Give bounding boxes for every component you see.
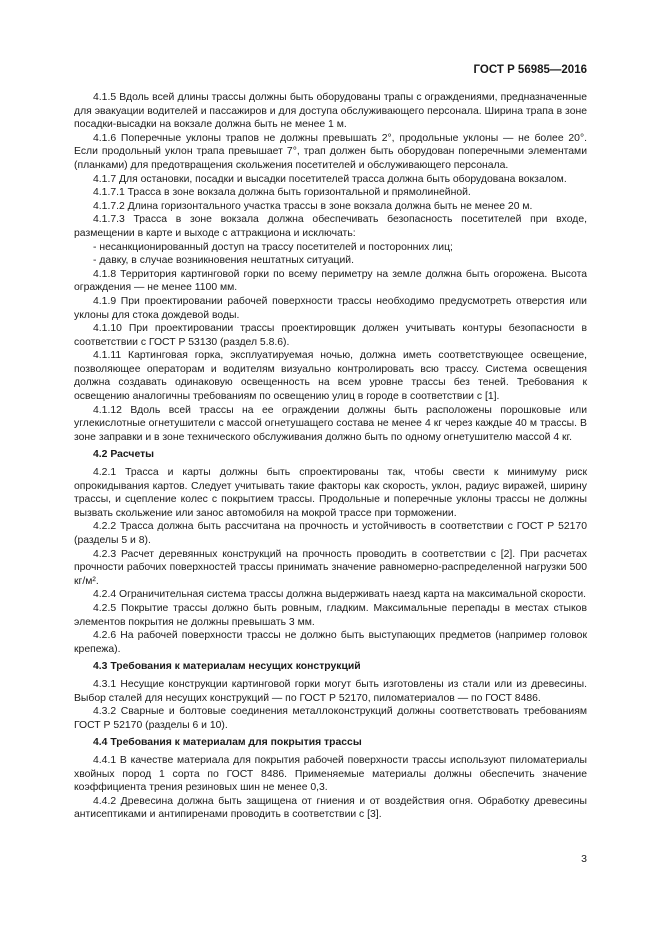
paragraph-4-3-2: 4.3.2 Сварные и болтовые соединения металлоконструкций должны соответствовать требованиям ГОСТ Р 52170 (разделы 6 и 10). [74, 706, 587, 731]
paragraph-4-1-6: 4.1.6 Поперечные уклоны трапов не должны превышать 2°, продольные уклоны — не более 20°. Если продольный уклон трапа превышает 7°, трап должен быть оборудован поперечными элементами (планками) для предотвращения скольжения посетителей и обслуживающего персонала. [74, 132, 587, 171]
paragraph-4-1-10: 4.1.10 При проектировании трассы проектировщик должен учитывать контуры безопасности в соответствии с ГОСТ Р 53130 (раздел 5.8.6). [74, 323, 587, 348]
paragraph-4-1-7: 4.1.7 Для остановки, посадки и высадки посетителей трасса должна быть оборудована вокзалом. [93, 173, 567, 185]
section-heading-4-4: 4.4 Требования к материалам для покрытия трассы [93, 737, 362, 749]
paragraph-4-1-9: 4.1.9 При проектировании рабочей поверхности трассы необходимо предусмотреть отверстия или уклоны для стока дождевой воды. [74, 295, 587, 321]
paragraph-4-2-2: 4.2.2 Трасса должна быть рассчитана на прочность и устойчивость в соответствии с ГОСТ Р 52170 (разделы 5 и 8). [74, 521, 587, 546]
paragraph-4-4-2: 4.4.2 Древесина должна быть защищена от гниения и от воздействия огня. Обработку древесины антисептиками и антипиренами проводить в соответствии с [3]. [74, 795, 587, 821]
list-item: - давку, в случае возникновения нештатных ситуаций. [93, 255, 354, 267]
paragraph-4-2-5: 4.2.5 Покрытие трассы должно быть ровным, гладким. Максимальные перепады в местах стыков элементов покрытия не должны превышать 3 мм. [74, 602, 587, 628]
list-item: - несанкционированный доступ на трассу посетителей и посторонних лиц; [93, 241, 453, 253]
paragraph-4-2-6: 4.2.6 На рабочей поверхности трассы не должно быть выступающих предметов (например головок крепежа). [74, 630, 587, 655]
paragraph-4-1-8: 4.1.8 Территория картинговой горки по всему периметру на земле должна быть огорожена. Высота ограждения — не менее 1100 мм. [74, 268, 587, 294]
document-header: ГОСТ Р 56985—2016 [473, 64, 587, 76]
paragraph-4-3-1: 4.3.1 Несущие конструкции картинговой горки могут быть изготовлены из стали или из древесины. Выбор сталей для несущих конструкций — по ГОСТ Р 52170, пиломатериалов — по ГОСТ 8486. [74, 678, 587, 704]
document-body [74, 91, 587, 822]
paragraph-4-2-3: 4.2.3 Расчет деревянных конструкций на прочность проводить в соответствии с [2]. При расчетах прочности рабочих поверхностей трассы принимать значение равномерно-распределенной нагрузки 500 кг/м². [74, 548, 587, 587]
paragraph-4-1-11: 4.1.11 Картинговая горка, эксплуатируемая ночью, должна иметь соответствующее освещение, позволяющее операторам и водителям визуально контролировать всю трассу. Система освещения должна создавать одинаковую освещенность на всем уровне трассы без теней. Требования к освещению аналогичны требованиям по освещению улиц в городе в соответствии с [1]. [74, 350, 587, 403]
paragraph-4-2-1: 4.2.1 Трасса и карты должны быть спроектированы так, чтобы свести к минимуму риск опрокидывания картов. Следует учитывать такие факторы как скорость, уклон, радиус виражей, ширину трассы, и сцепление колес с покрытием трассы. Продольные и поперечные уклоны трассы не должны вызвать скольжение или занос автомобиля на мокрой трассе при торможении. [74, 467, 587, 519]
paragraph-4-4-1: 4.4.1 В качестве материала для покрытия рабочей поверхности трассы используют пиломатериалы хвойных пород 1 сорта по ГОСТ 8486. Применяемые материалы должны обеспечить значение коэффициента трения резиновых шин не менее 0,3. [74, 754, 587, 794]
paragraph-4-1-7-2: 4.1.7.2 Длина горизонтального участка трассы в зоне вокзала должна быть не менее 20 м. [93, 200, 533, 212]
section-heading-4-3: 4.3 Требования к материалам несущих конструкций [93, 661, 361, 673]
paragraph-4-1-5: 4.1.5 Вдоль всей длины трассы должны быть оборудованы трапы с ограждениями, предназначенные для эвакуации водителей и пассажиров и для доступа обслуживающего персонала. Ширина трапа в зоне посадки-высадки на вокзале должна быть не менее 1 м. [74, 92, 587, 131]
paragraph-4-1-7-3: 4.1.7.3 Трасса в зоне вокзала должна обеспечивать безопасность посетителей при входе, размещении в карте и выходе с аттракциона и исключать: [74, 214, 587, 239]
paragraph-4-1-7-1: 4.1.7.1 Трасса в зоне вокзала должна быть горизонтальной и прямолинейной. [93, 187, 471, 199]
page-number: 3 [581, 853, 587, 865]
section-heading-4-2: 4.2 Расчеты [93, 449, 155, 461]
paragraph-4-2-4: 4.2.4 Ограничительная система трассы должна выдерживать наезд карта на максимальной скорости. [93, 589, 587, 601]
paragraph-4-1-12: 4.1.12 Вдоль всей трассы на ее ограждении должны быть расположены порошковые или углекислотные огнетушители с массой огнетушащего состава не менее 4 кг через каждые 40 м трассы. В зоне заправки и в зоне технического обслуживания должно быть по одному огнетушителю массой 4 кг. [74, 404, 587, 443]
